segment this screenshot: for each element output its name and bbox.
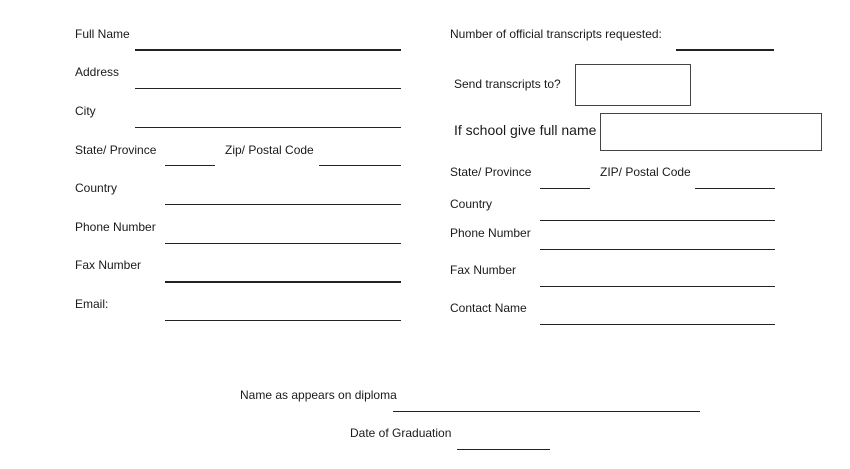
city-label: City xyxy=(75,104,96,118)
transcripts-count-label: Number of official transcripts requested: xyxy=(450,27,662,41)
send-transcripts-box[interactable] xyxy=(575,64,691,106)
address-field[interactable] xyxy=(135,88,401,89)
city-field[interactable] xyxy=(135,127,401,128)
diploma-name-field[interactable] xyxy=(393,411,700,412)
right-state-province-field[interactable] xyxy=(540,188,590,189)
right-fax-number-label: Fax Number xyxy=(450,263,517,277)
right-country-field[interactable] xyxy=(540,220,775,221)
right-phone-number-field[interactable] xyxy=(540,249,775,250)
school-name-label: If school give full name xyxy=(454,122,597,138)
graduation-date-label: Date of Graduation xyxy=(350,426,452,440)
contact-name-label: Contact Name xyxy=(450,301,527,315)
address-label: Address xyxy=(75,65,120,79)
right-fax-number-field[interactable] xyxy=(540,286,775,287)
country-label: Country xyxy=(75,181,118,195)
right-state-province-label: State/ Province xyxy=(450,165,532,179)
send-transcripts-label: Send transcripts to? xyxy=(454,77,561,91)
right-zip-postal-field[interactable] xyxy=(695,188,775,189)
full-name-field[interactable] xyxy=(135,49,401,51)
phone-number-label: Phone Number xyxy=(75,220,156,234)
transcripts-count-field[interactable] xyxy=(676,49,774,51)
zip-postal-field[interactable] xyxy=(319,165,401,166)
full-name-label: Full Name xyxy=(75,27,130,41)
contact-name-field[interactable] xyxy=(540,324,775,325)
state-province-label: State/ Province xyxy=(75,143,157,157)
phone-number-field[interactable] xyxy=(165,243,401,244)
diploma-name-label: Name as appears on diploma xyxy=(240,388,397,402)
email-label: Email: xyxy=(75,297,109,311)
country-field[interactable] xyxy=(165,204,401,205)
state-province-field[interactable] xyxy=(165,165,215,166)
graduation-date-field[interactable] xyxy=(457,449,550,450)
right-zip-postal-label: ZIP/ Postal Code xyxy=(600,165,691,179)
right-country-label: Country xyxy=(450,197,493,211)
email-field[interactable] xyxy=(165,320,401,321)
fax-number-label: Fax Number xyxy=(75,258,142,272)
fax-number-field[interactable] xyxy=(165,281,401,283)
school-name-box[interactable] xyxy=(600,113,822,151)
zip-postal-label: Zip/ Postal Code xyxy=(225,143,314,157)
right-phone-number-label: Phone Number xyxy=(450,226,531,240)
